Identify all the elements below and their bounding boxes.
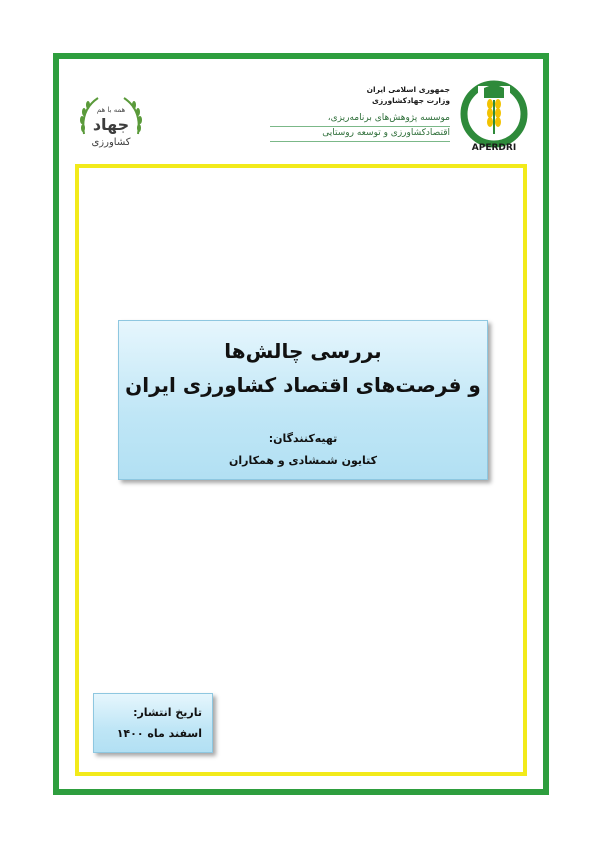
publication-date-box xyxy=(93,693,213,753)
logo-right-text: APERDRI xyxy=(471,143,517,153)
header-text-block xyxy=(270,84,450,142)
aperdri-logo xyxy=(458,80,530,154)
publication-date-value: اسفند ماه ۱۴۰۰ xyxy=(116,727,202,740)
institute-name-line2: اقتصادکشاورزی و توسعه روستایی xyxy=(270,127,450,142)
publication-date-label: تاریخ انتشار: xyxy=(133,706,202,719)
gov-name: جمهوری اسلامی ایران xyxy=(366,85,450,94)
jahad-keshavarzi-logo xyxy=(76,90,146,162)
authors-label: تهیه‌کنندگان: xyxy=(268,432,338,445)
institute-name-line1: موسسه پژوهش‌های برنامه‌ریزی، xyxy=(270,112,450,127)
logo-left-main-text: جهاد xyxy=(92,115,130,134)
title-line1: بررسی چالش‌ها xyxy=(224,339,382,363)
title-line2: و فرصت‌های اقتصاد کشاورزی ایران xyxy=(125,373,481,397)
title-box xyxy=(118,320,488,480)
logo-left-sub-text: کشاورزی xyxy=(91,137,131,148)
logo-left-top-text: همه با هم xyxy=(96,106,126,114)
authors-names: کتایون شمشادی و همکاران xyxy=(228,454,378,467)
ministry-name: وزارت جهادکشاورزی xyxy=(371,96,450,105)
